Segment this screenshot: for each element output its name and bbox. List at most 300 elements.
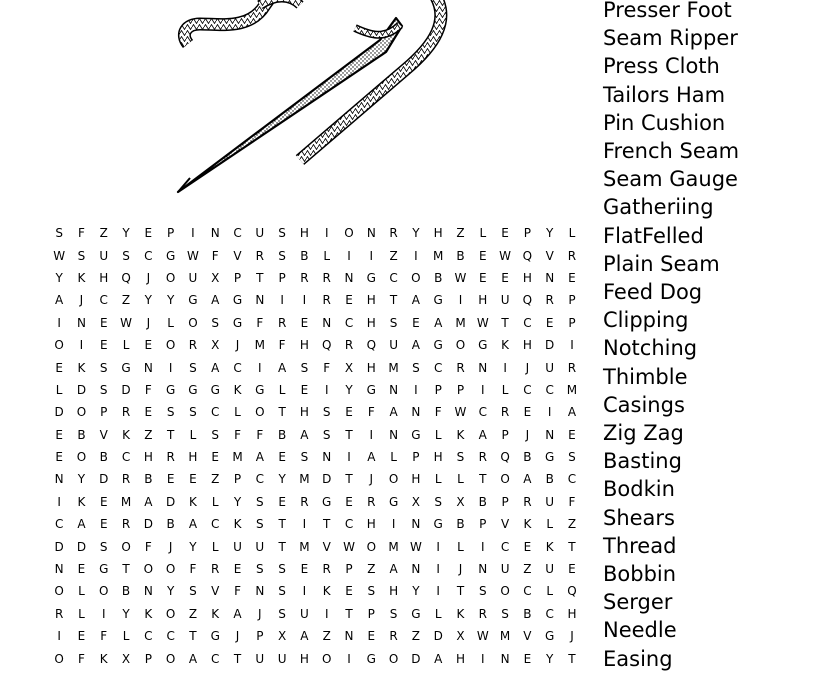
- grid-letter[interactable]: C: [54, 517, 64, 532]
- grid-letter[interactable]: Y: [55, 270, 63, 285]
- grid-letter[interactable]: O: [165, 651, 176, 666]
- grid-letter[interactable]: J: [570, 629, 574, 644]
- grid-letter[interactable]: E: [345, 584, 353, 599]
- grid-letter[interactable]: U: [389, 338, 398, 353]
- grid-letter[interactable]: W: [186, 248, 199, 263]
- grid-letter[interactable]: M: [455, 315, 466, 330]
- grid-letter[interactable]: S: [412, 360, 420, 375]
- grid-letter[interactable]: A: [434, 315, 443, 330]
- grid-letter[interactable]: E: [233, 562, 242, 577]
- grid-letter[interactable]: H: [188, 450, 198, 465]
- grid-letter[interactable]: C: [344, 315, 354, 330]
- grid-letter[interactable]: E: [77, 629, 86, 644]
- grid-letter[interactable]: C: [523, 315, 532, 330]
- grid-letter[interactable]: C: [478, 405, 487, 420]
- grid-letter[interactable]: Y: [122, 606, 130, 621]
- grid-letter[interactable]: E: [345, 293, 353, 308]
- grid-letter[interactable]: L: [501, 382, 509, 397]
- grid-letter[interactable]: O: [344, 226, 354, 241]
- grid-letter[interactable]: M: [566, 382, 578, 397]
- grid-letter[interactable]: Q: [121, 270, 131, 285]
- grid-letter[interactable]: A: [188, 651, 198, 666]
- grid-letter[interactable]: I: [347, 450, 351, 465]
- grid-letter[interactable]: X: [411, 494, 421, 509]
- grid-letter[interactable]: I: [481, 382, 485, 397]
- grid-letter[interactable]: C: [233, 360, 242, 375]
- grid-letter[interactable]: Y: [122, 226, 130, 241]
- grid-letter[interactable]: W: [499, 248, 512, 263]
- grid-letter[interactable]: G: [165, 382, 176, 397]
- grid-letter[interactable]: J: [369, 472, 374, 487]
- grid-letter[interactable]: T: [479, 472, 487, 487]
- grid-letter[interactable]: U: [255, 226, 265, 241]
- grid-letter[interactable]: I: [347, 651, 351, 666]
- grid-letter[interactable]: D: [54, 539, 64, 554]
- grid-letter[interactable]: U: [545, 562, 555, 577]
- grid-letter[interactable]: G: [232, 315, 243, 330]
- grid-letter[interactable]: K: [77, 494, 86, 509]
- grid-letter[interactable]: R: [54, 606, 64, 621]
- grid-letter[interactable]: E: [345, 405, 353, 420]
- grid-letter[interactable]: R: [188, 338, 198, 353]
- grid-letter[interactable]: K: [523, 517, 532, 532]
- grid-letter[interactable]: L: [234, 405, 241, 420]
- grid-letter[interactable]: C: [344, 517, 354, 532]
- grid-letter[interactable]: E: [300, 315, 309, 330]
- grid-letter[interactable]: B: [456, 248, 465, 263]
- grid-letter[interactable]: E: [412, 315, 420, 330]
- grid-letter[interactable]: S: [211, 315, 220, 330]
- grid-letter[interactable]: E: [523, 651, 532, 666]
- grid-letter[interactable]: R: [478, 450, 487, 465]
- grid-letter[interactable]: L: [189, 427, 197, 442]
- grid-letter[interactable]: L: [434, 472, 442, 487]
- grid-letter[interactable]: E: [55, 360, 63, 375]
- grid-letter[interactable]: Y: [233, 494, 242, 509]
- grid-letter[interactable]: J: [79, 293, 84, 308]
- grid-letter[interactable]: P: [256, 629, 264, 644]
- grid-letter[interactable]: N: [344, 270, 354, 285]
- grid-letter[interactable]: P: [278, 270, 286, 285]
- grid-letter[interactable]: F: [100, 629, 108, 644]
- grid-letter[interactable]: C: [434, 360, 443, 375]
- grid-letter[interactable]: B: [77, 427, 86, 442]
- grid-letter[interactable]: I: [302, 517, 307, 532]
- grid-letter[interactable]: T: [278, 405, 286, 420]
- grid-letter[interactable]: R: [166, 450, 175, 465]
- grid-letter[interactable]: E: [278, 494, 286, 509]
- grid-letter[interactable]: H: [99, 270, 109, 285]
- grid-letter[interactable]: A: [300, 629, 309, 644]
- grid-letter[interactable]: P: [100, 405, 108, 420]
- grid-letter[interactable]: Q: [522, 293, 533, 308]
- grid-letter[interactable]: P: [167, 226, 175, 241]
- grid-letter[interactable]: I: [324, 226, 329, 241]
- grid-letter[interactable]: T: [345, 427, 353, 442]
- grid-letter[interactable]: J: [146, 315, 151, 330]
- grid-letter[interactable]: S: [99, 539, 108, 554]
- grid-letter[interactable]: F: [256, 315, 264, 330]
- grid-letter[interactable]: N: [411, 562, 421, 577]
- grid-letter[interactable]: I: [324, 606, 329, 621]
- grid-letter[interactable]: Q: [522, 248, 533, 263]
- grid-letter[interactable]: Z: [211, 472, 220, 487]
- grid-letter[interactable]: N: [478, 562, 488, 577]
- grid-letter[interactable]: I: [547, 405, 552, 420]
- grid-letter[interactable]: G: [545, 450, 555, 465]
- grid-letter[interactable]: Z: [188, 606, 198, 621]
- grid-letter[interactable]: H: [299, 226, 309, 241]
- grid-letter[interactable]: R: [255, 248, 264, 263]
- grid-letter[interactable]: M: [499, 629, 511, 644]
- grid-letter[interactable]: H: [433, 226, 443, 241]
- grid-letter[interactable]: A: [434, 651, 443, 666]
- grid-letter[interactable]: M: [120, 494, 132, 509]
- grid-letter[interactable]: Q: [321, 338, 332, 353]
- grid-letter[interactable]: B: [166, 517, 175, 532]
- grid-letter[interactable]: R: [523, 494, 532, 509]
- grid-letter[interactable]: C: [144, 248, 153, 263]
- grid-letter[interactable]: D: [143, 517, 153, 532]
- grid-letter[interactable]: G: [188, 382, 198, 397]
- grid-letter[interactable]: I: [570, 338, 574, 353]
- grid-letter[interactable]: N: [255, 584, 265, 599]
- grid-letter[interactable]: X: [211, 338, 220, 353]
- grid-letter[interactable]: E: [55, 450, 63, 465]
- grid-letter[interactable]: P: [233, 472, 242, 487]
- grid-letter[interactable]: S: [256, 517, 264, 532]
- grid-letter[interactable]: E: [501, 226, 509, 241]
- grid-letter[interactable]: N: [143, 360, 153, 375]
- grid-letter[interactable]: J: [458, 562, 463, 577]
- grid-letter[interactable]: F: [189, 562, 197, 577]
- grid-letter[interactable]: K: [456, 606, 465, 621]
- grid-letter[interactable]: C: [121, 450, 131, 465]
- grid-letter[interactable]: I: [302, 584, 307, 599]
- grid-letter[interactable]: E: [568, 427, 576, 442]
- grid-letter[interactable]: L: [434, 427, 442, 442]
- grid-letter[interactable]: K: [99, 651, 108, 666]
- grid-letter[interactable]: W: [454, 270, 467, 285]
- grid-letter[interactable]: E: [300, 562, 309, 577]
- grid-letter[interactable]: Z: [144, 427, 153, 442]
- grid-letter[interactable]: S: [278, 248, 286, 263]
- grid-letter[interactable]: P: [367, 606, 375, 621]
- grid-letter[interactable]: S: [434, 494, 442, 509]
- grid-letter[interactable]: K: [233, 517, 242, 532]
- grid-letter[interactable]: N: [54, 562, 64, 577]
- grid-letter[interactable]: L: [278, 382, 286, 397]
- grid-letter[interactable]: S: [389, 606, 398, 621]
- grid-letter[interactable]: Y: [546, 651, 554, 666]
- grid-letter[interactable]: O: [500, 472, 510, 487]
- grid-letter[interactable]: E: [99, 315, 108, 330]
- grid-letter[interactable]: P: [434, 382, 442, 397]
- grid-letter[interactable]: X: [344, 360, 354, 375]
- grid-letter[interactable]: A: [411, 293, 420, 308]
- grid-letter[interactable]: I: [168, 360, 173, 375]
- grid-letter[interactable]: V: [233, 248, 242, 263]
- grid-letter[interactable]: N: [545, 270, 555, 285]
- grid-letter[interactable]: T: [501, 315, 509, 330]
- grid-letter[interactable]: S: [99, 360, 108, 375]
- grid-letter[interactable]: R: [545, 293, 554, 308]
- grid-letter[interactable]: U: [99, 248, 109, 263]
- letter-grid[interactable]: [48, 222, 583, 670]
- grid-letter[interactable]: U: [233, 539, 242, 554]
- grid-letter[interactable]: J: [525, 360, 530, 375]
- grid-letter[interactable]: N: [322, 450, 332, 465]
- grid-letter[interactable]: K: [122, 427, 130, 442]
- grid-letter[interactable]: A: [211, 360, 220, 375]
- grid-letter[interactable]: S: [166, 405, 175, 420]
- grid-letter[interactable]: T: [568, 651, 576, 666]
- grid-letter[interactable]: B: [278, 427, 287, 442]
- grid-letter[interactable]: Y: [144, 293, 152, 308]
- grid-letter[interactable]: L: [390, 450, 397, 465]
- grid-letter[interactable]: O: [388, 651, 399, 666]
- grid-letter[interactable]: L: [122, 629, 130, 644]
- grid-letter[interactable]: S: [189, 584, 197, 599]
- grid-letter[interactable]: C: [211, 651, 220, 666]
- grid-letter[interactable]: M: [299, 472, 310, 487]
- grid-letter[interactable]: Y: [412, 584, 420, 599]
- grid-letter[interactable]: M: [388, 360, 399, 375]
- grid-letter[interactable]: I: [324, 382, 329, 397]
- grid-letter[interactable]: A: [278, 360, 287, 375]
- grid-letter[interactable]: A: [367, 450, 376, 465]
- grid-letter[interactable]: Y: [77, 472, 86, 487]
- grid-letter[interactable]: D: [322, 472, 332, 487]
- grid-letter[interactable]: P: [233, 270, 242, 285]
- grid-letter[interactable]: D: [411, 651, 421, 666]
- grid-letter[interactable]: Z: [322, 629, 331, 644]
- grid-letter[interactable]: K: [545, 539, 554, 554]
- grid-letter[interactable]: N: [366, 226, 376, 241]
- grid-letter[interactable]: W: [53, 248, 66, 263]
- grid-letter[interactable]: B: [144, 472, 153, 487]
- grid-letter[interactable]: B: [434, 270, 443, 285]
- grid-letter[interactable]: D: [76, 382, 87, 397]
- grid-letter[interactable]: A: [567, 405, 577, 420]
- grid-letter[interactable]: Z: [389, 248, 398, 263]
- grid-letter[interactable]: H: [455, 651, 465, 666]
- grid-letter[interactable]: W: [476, 315, 489, 330]
- grid-letter[interactable]: I: [57, 315, 61, 330]
- grid-letter[interactable]: L: [546, 517, 554, 532]
- grid-letter[interactable]: E: [300, 382, 309, 397]
- grid-letter[interactable]: I: [57, 629, 61, 644]
- grid-letter[interactable]: I: [436, 539, 440, 554]
- grid-letter[interactable]: H: [389, 584, 399, 599]
- grid-letter[interactable]: N: [411, 517, 421, 532]
- grid-letter[interactable]: R: [300, 270, 309, 285]
- grid-letter[interactable]: F: [568, 494, 576, 509]
- grid-letter[interactable]: S: [189, 405, 197, 420]
- grid-letter[interactable]: O: [321, 651, 332, 666]
- grid-letter[interactable]: E: [568, 270, 576, 285]
- grid-letter[interactable]: S: [256, 494, 264, 509]
- grid-letter[interactable]: K: [233, 382, 242, 397]
- grid-letter[interactable]: I: [258, 360, 262, 375]
- grid-letter[interactable]: P: [345, 562, 353, 577]
- grid-letter[interactable]: O: [165, 270, 176, 285]
- grid-letter[interactable]: Y: [546, 226, 554, 241]
- grid-letter[interactable]: C: [389, 270, 398, 285]
- grid-letter[interactable]: O: [188, 315, 198, 330]
- grid-letter[interactable]: P: [501, 427, 509, 442]
- grid-letter[interactable]: Y: [345, 382, 353, 397]
- grid-letter[interactable]: U: [300, 606, 309, 621]
- grid-letter[interactable]: K: [188, 494, 197, 509]
- grid-letter[interactable]: T: [166, 427, 175, 442]
- grid-letter[interactable]: S: [367, 584, 376, 599]
- grid-letter[interactable]: N: [54, 472, 64, 487]
- grid-letter[interactable]: H: [411, 472, 421, 487]
- grid-letter[interactable]: J: [258, 606, 262, 621]
- grid-letter[interactable]: G: [165, 248, 176, 263]
- grid-letter[interactable]: R: [322, 293, 331, 308]
- grid-letter[interactable]: P: [456, 382, 465, 397]
- grid-letter[interactable]: R: [456, 360, 465, 375]
- grid-letter[interactable]: M: [433, 248, 444, 263]
- grid-letter[interactable]: N: [143, 584, 153, 599]
- grid-letter[interactable]: H: [299, 651, 309, 666]
- grid-letter[interactable]: E: [99, 338, 108, 353]
- grid-letter[interactable]: R: [478, 606, 487, 621]
- grid-letter[interactable]: A: [389, 405, 398, 420]
- grid-letter[interactable]: G: [411, 606, 421, 621]
- grid-letter[interactable]: I: [458, 293, 463, 308]
- grid-letter[interactable]: B: [99, 450, 108, 465]
- grid-letter[interactable]: I: [57, 494, 61, 509]
- grid-letter[interactable]: S: [278, 226, 286, 241]
- grid-letter[interactable]: D: [76, 539, 87, 554]
- grid-letter[interactable]: E: [501, 270, 509, 285]
- grid-letter[interactable]: R: [211, 562, 220, 577]
- grid-letter[interactable]: S: [122, 248, 130, 263]
- grid-letter[interactable]: H: [366, 315, 376, 330]
- grid-letter[interactable]: B: [523, 606, 532, 621]
- grid-letter[interactable]: G: [188, 293, 198, 308]
- grid-letter[interactable]: Y: [166, 293, 175, 308]
- grid-letter[interactable]: F: [278, 338, 286, 353]
- grid-letter[interactable]: R: [322, 562, 331, 577]
- grid-letter[interactable]: G: [121, 360, 131, 375]
- grid-letter[interactable]: N: [545, 427, 555, 442]
- grid-letter[interactable]: C: [233, 226, 242, 241]
- grid-letter[interactable]: Q: [567, 584, 577, 599]
- grid-letter[interactable]: S: [322, 405, 331, 420]
- grid-letter[interactable]: B: [545, 472, 554, 487]
- grid-letter[interactable]: I: [436, 562, 440, 577]
- grid-letter[interactable]: R: [389, 629, 398, 644]
- grid-letter[interactable]: R: [367, 494, 376, 509]
- grid-letter[interactable]: W: [120, 315, 132, 330]
- grid-letter[interactable]: E: [99, 517, 108, 532]
- grid-letter[interactable]: S: [55, 226, 63, 241]
- grid-letter[interactable]: T: [345, 606, 353, 621]
- grid-letter[interactable]: F: [434, 405, 442, 420]
- grid-letter[interactable]: H: [478, 293, 488, 308]
- grid-letter[interactable]: G: [255, 382, 265, 397]
- grid-letter[interactable]: M: [388, 539, 399, 554]
- grid-letter[interactable]: O: [165, 338, 176, 353]
- grid-letter[interactable]: T: [233, 651, 242, 666]
- grid-letter[interactable]: C: [567, 472, 577, 487]
- grid-letter[interactable]: T: [568, 539, 576, 554]
- grid-letter[interactable]: M: [299, 539, 310, 554]
- grid-letter[interactable]: C: [523, 382, 532, 397]
- grid-letter[interactable]: L: [457, 539, 464, 554]
- grid-letter[interactable]: O: [121, 539, 131, 554]
- grid-letter[interactable]: O: [366, 539, 377, 554]
- grid-letter[interactable]: J: [235, 629, 240, 644]
- grid-letter[interactable]: N: [322, 315, 332, 330]
- grid-letter[interactable]: F: [256, 427, 264, 442]
- grid-letter[interactable]: O: [76, 450, 87, 465]
- grid-letter[interactable]: L: [78, 584, 85, 599]
- grid-letter[interactable]: H: [567, 606, 577, 621]
- grid-letter[interactable]: P: [412, 450, 420, 465]
- grid-letter[interactable]: C: [211, 517, 220, 532]
- grid-letter[interactable]: C: [166, 629, 175, 644]
- grid-letter[interactable]: A: [523, 472, 532, 487]
- grid-letter[interactable]: F: [323, 360, 331, 375]
- grid-letter[interactable]: Z: [567, 517, 577, 532]
- grid-letter[interactable]: G: [433, 517, 443, 532]
- grid-letter[interactable]: E: [144, 338, 153, 353]
- grid-letter[interactable]: N: [210, 226, 220, 241]
- grid-letter[interactable]: L: [122, 338, 130, 353]
- grid-letter[interactable]: S: [300, 450, 309, 465]
- grid-letter[interactable]: C: [545, 382, 554, 397]
- grid-letter[interactable]: V: [99, 427, 108, 442]
- grid-letter[interactable]: N: [389, 382, 399, 397]
- grid-letter[interactable]: Z: [411, 629, 421, 644]
- grid-letter[interactable]: D: [545, 338, 555, 353]
- grid-letter[interactable]: I: [79, 338, 84, 353]
- grid-letter[interactable]: O: [76, 405, 87, 420]
- grid-letter[interactable]: B: [121, 584, 131, 599]
- grid-letter[interactable]: E: [144, 226, 153, 241]
- grid-letter[interactable]: S: [256, 562, 264, 577]
- grid-letter[interactable]: V: [322, 539, 331, 554]
- grid-letter[interactable]: A: [77, 517, 86, 532]
- grid-letter[interactable]: B: [300, 248, 309, 263]
- grid-letter[interactable]: E: [99, 494, 108, 509]
- grid-letter[interactable]: U: [255, 539, 265, 554]
- grid-letter[interactable]: Y: [166, 584, 175, 599]
- grid-letter[interactable]: Z: [367, 562, 376, 577]
- grid-letter[interactable]: E: [523, 405, 532, 420]
- grid-letter[interactable]: I: [481, 539, 485, 554]
- grid-letter[interactable]: E: [166, 472, 175, 487]
- grid-letter[interactable]: G: [366, 270, 376, 285]
- grid-letter[interactable]: A: [300, 427, 309, 442]
- grid-letter[interactable]: T: [456, 584, 465, 599]
- grid-letter[interactable]: W: [343, 539, 355, 554]
- grid-letter[interactable]: G: [322, 494, 332, 509]
- grid-letter[interactable]: D: [54, 405, 64, 420]
- grid-letter[interactable]: G: [99, 562, 109, 577]
- grid-letter[interactable]: O: [388, 472, 399, 487]
- grid-letter[interactable]: G: [366, 651, 376, 666]
- grid-letter[interactable]: U: [500, 562, 510, 577]
- grid-letter[interactable]: C: [99, 293, 108, 308]
- grid-letter[interactable]: S: [322, 427, 331, 442]
- grid-letter[interactable]: C: [255, 472, 265, 487]
